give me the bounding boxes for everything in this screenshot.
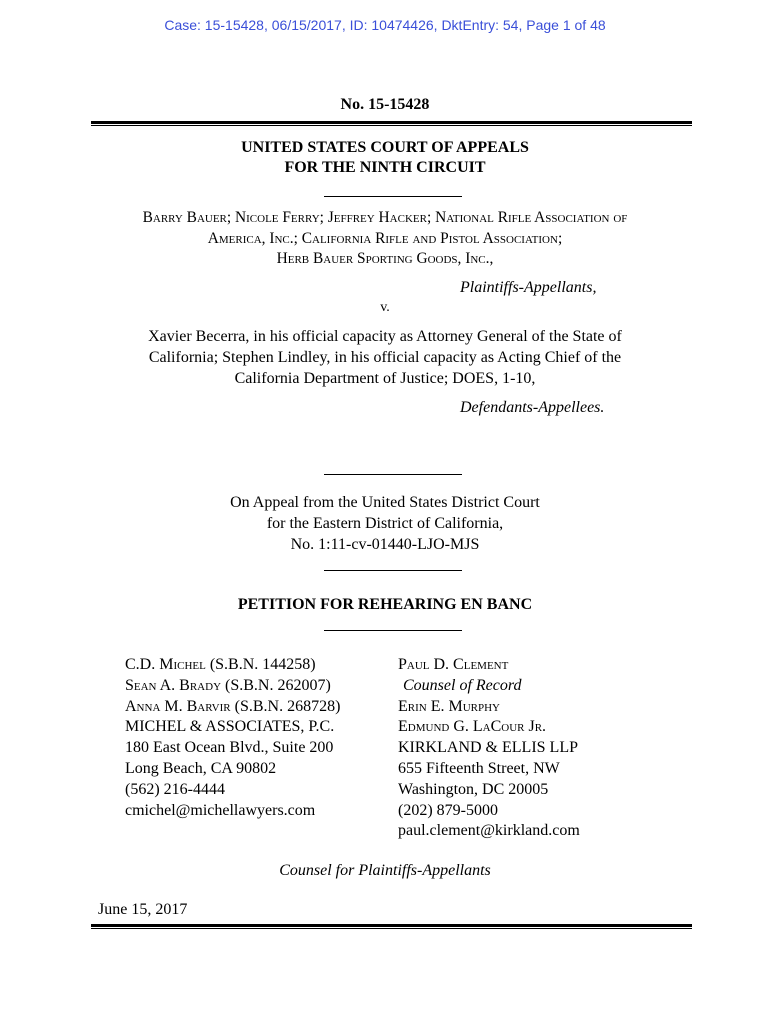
counsel-left-line: cmichel@michellawyers.com: [125, 801, 316, 819]
docket-stamp: Case: 15-15428, 06/15/2017, ID: 10474426, DktEntry: 54, Page 1 of 48: [164, 17, 606, 33]
counsel-left-line: C.D. Michel (S.B.N. 144258): [125, 656, 316, 673]
counsel-right-block: [398, 655, 580, 842]
appeal-line2: for the Eastern District of California,: [266, 515, 504, 532]
case-number: No. 15-15428: [340, 96, 430, 113]
filing-date: June 15, 2017: [98, 901, 188, 918]
counsel-right-line: paul.clement@kirkland.com: [398, 822, 580, 840]
top-rule: [91, 121, 692, 126]
defendants-line1: Xavier Becerra, in his official capacity as Attorney General of the State of: [148, 328, 622, 345]
counsel-left-line: Long Beach, CA 90802: [125, 759, 277, 777]
appeal-line3: No. 1:11-cv-01440-LJO-MJS: [290, 536, 480, 553]
plaintiffs-line3: Herb Bauer Sporting Goods, Inc.,: [276, 250, 494, 267]
counsel-left-line: Sean A. Brady (S.B.N. 262007): [125, 676, 331, 694]
divider: [324, 474, 462, 475]
counsel-left-line: 180 East Ocean Blvd., Suite 200: [125, 739, 334, 757]
counsel-left-block: [125, 655, 340, 821]
counsel-right-line: 655 Fifteenth Street, NW: [398, 759, 560, 777]
counsel-right-line: Erin E. Murphy: [398, 697, 501, 715]
divider: [324, 570, 462, 571]
counsel-left-line: MICHEL & ASSOCIATES, P.C.: [125, 718, 335, 736]
appeal-line1: On Appeal from the United States District Court: [230, 494, 540, 511]
counsel-right-line: Edmund G. LaCour Jr.: [398, 718, 547, 736]
plaintiffs-line2: America, Inc.; California Rifle and Pistol Association;: [207, 230, 563, 247]
defendants-role: Defendants-Appellees.: [460, 399, 605, 416]
plaintiffs-line1: Barry Bauer; Nicole Ferry; Jeffrey Hacker; National Rifle Association of: [142, 209, 628, 226]
counsel-right-line: Paul D. Clement: [398, 656, 509, 673]
petition-title: PETITION FOR REHEARING EN BANC: [237, 596, 533, 613]
counsel-of-record: Counsel of Record: [403, 676, 522, 694]
divider: [324, 196, 462, 197]
counsel-right-line: KIRKLAND & ELLIS LLP: [398, 739, 578, 757]
plaintiffs-role: Plaintiffs-Appellants,: [460, 279, 597, 296]
counsel-left-line: Anna M. Barvir (S.B.N. 268728): [125, 697, 341, 715]
court-name-line1: UNITED STATES COURT OF APPEALS: [241, 139, 529, 156]
defendants-line2: California; Stephen Lindley, in his official capacity as Acting Chief of the: [148, 349, 622, 366]
versus: v.: [380, 300, 390, 315]
divider: [324, 630, 462, 631]
defendants-line3: California Department of Justice; DOES, 1-10,: [234, 370, 536, 387]
counsel-for: Counsel for Plaintiffs-Appellants: [279, 862, 491, 879]
counsel-right-line: (202) 879-5000: [398, 801, 498, 819]
court-name-line2: FOR THE NINTH CIRCUIT: [284, 159, 486, 176]
counsel-right-line: Washington, DC 20005: [398, 780, 549, 798]
counsel-left-line: (562) 216-4444: [125, 780, 225, 798]
bottom-rule: [91, 924, 692, 929]
